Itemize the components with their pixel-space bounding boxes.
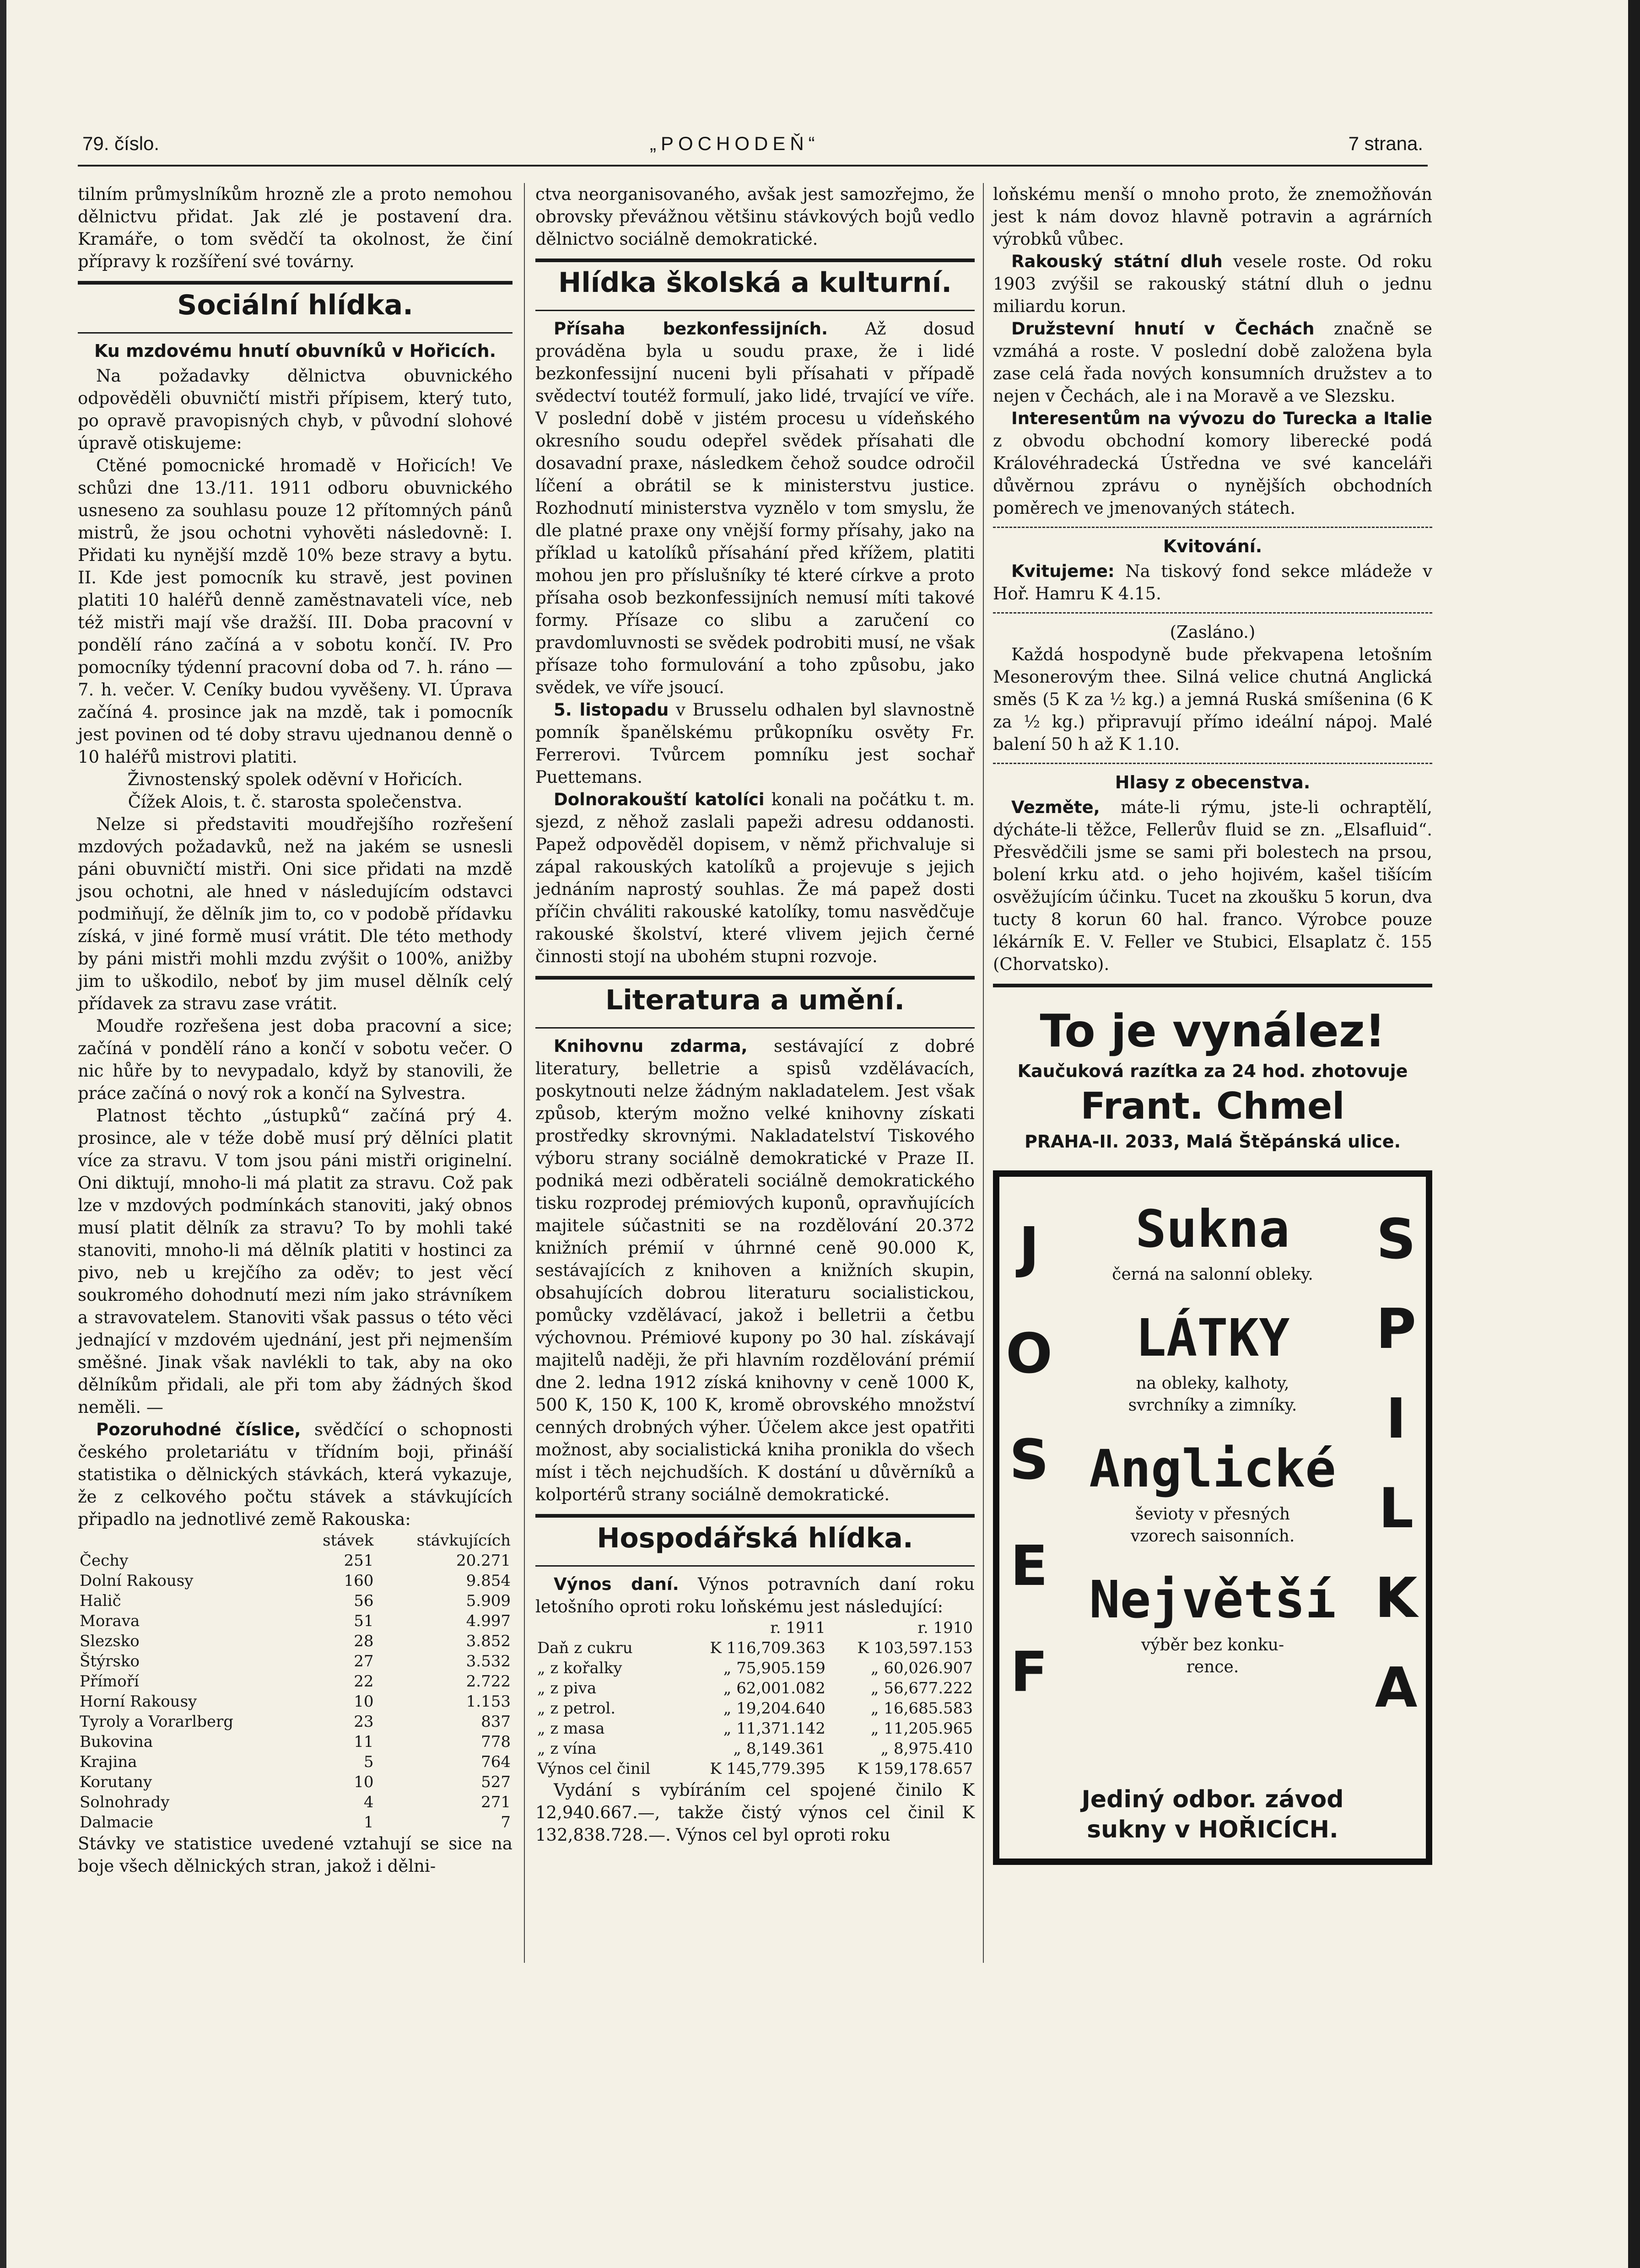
table-header: r. 1911 xyxy=(770,1619,825,1637)
paragraph: Přísaha bezkonfessijních. Až dosud prováděna byla u soudu praxe, že i lidé bezkonfessijní nuceni byli přísahati v případě svědectví toutéž formulí, jako lidé, trvající ve víře. V poslední době v jistém procesu u vídeňského okresního soudu odepřel svědek přísahati dle dosavadní praxe, následkem čehož soudce odročil líčení a obrátil se k ministerstvu justice. Rozhodnutí ministerstva vyznělo v tom smyslu, že dle platné praxe ony vnější formy přísahy, jako na příklad u katolíků přísahání před křížem, platiti mohou jen pro příslušníky té které církve a proto přísaha osob bezkonfessijních nemusí míti takové formy. Přísaze co slibu a zaručení co pravdomluvnosti se svědek podrobiti musí, ne však přísaze toho formulování a toho způsobu, jako svědek, ve víře jsoucí. xyxy=(535,319,975,697)
section-rule xyxy=(535,976,975,980)
article-subhead: Ku mzdovému hnutí obuvníků v Hořicích. xyxy=(94,341,496,361)
table-row: Daň z cukru K 116,709.363 K 103,597.153 xyxy=(537,1639,973,1657)
vertical-name-left: J O S E F xyxy=(1005,1216,1052,1704)
paragraph: Knihovnu zdarma, sestávající z dobré literatury, belletrie a spisů vzdělávacích, poskytnouti nelze žádným nakladatelem. Jest však způsob, kterým možno velké knihovny získati prostředky skrovnými. Nakladatelství Tiskového výboru strany sociálně demokratické v Praze II. podniká mezi odběrateli sociálně demokratického tisku rozprodej prémiových kuponů, opravňujících majitele súčastniti se na rozdělování 20.372 knižních prémií v úhrnné ceně 90.000 K, sestávajících z knihoven a knižních skupin, obsahujících dobrou literaturu socialistickou, pomůcky vzdělávací, jakož i belletrii a četbu výchovnou. Prémiové kupony po 30 hal. získávají majitelů naději, že při hlavním rozdělování prémií dne 2. ledna 1912 získá knihovny v ceně 1000 K, 500 K, 150 K, 100 K, kromě obrovského množství cenných drobných výher. Účelem akce jest opatřiti možnost, aby socialistická kniha pronikla do všech míst i těch nejchudších. K dostání u důvěrníků a kolportérů strany sociálně demokratické. xyxy=(535,1036,975,1504)
lead-phrase: Výnos daní. xyxy=(554,1574,679,1594)
section-rule xyxy=(535,310,975,311)
lead-phrase: Družstevní hnutí v Čechách xyxy=(1011,319,1315,339)
table-row: Horní Rakousy 10 1.153 xyxy=(80,1692,511,1711)
vertical-name-right: S P I L K A xyxy=(1375,1208,1418,1720)
advert-subtext: vzorech saisonních. xyxy=(1130,1527,1295,1546)
paragraph: Každá hospodyně bude překvapena letošním Mesonerovým thee. Silná velice chutná Anglická směs (5 K za ½ kg.) a jemná Ruská smíšenina (6 K za ½ kg.) připravují přímo ideální nápoj. Malé balení 50 h až K 1.10. xyxy=(993,645,1432,754)
table-row: Dalmacie 1 7 xyxy=(80,1813,511,1832)
paragraph: Stávky ve statistice uvedené vztahují se sice na boje všech dělnických stran, jakož i dělni- xyxy=(78,1834,512,1876)
table-row: „ z kořalky „ 75,905.159 „ 60,026.907 xyxy=(537,1659,973,1677)
advert-subtext: ševioty v přesných xyxy=(1135,1505,1290,1524)
heading-kvitovani: Kvitování. xyxy=(1163,536,1262,556)
paragraph: Vydání s vybíráním cel spojené činilo K 12,940.667.—, takže čistý výnos cel činil K 132,838.728.—. Výnos cel byl oproti roku xyxy=(535,1780,975,1845)
strike-table xyxy=(78,1530,512,1832)
column-1 xyxy=(78,183,512,1877)
advert-rubber-stamps xyxy=(993,1004,1432,1154)
advert-subtext: svrchníky a zimníky. xyxy=(1128,1396,1297,1415)
table-row: „ z piva „ 62,001.082 „ 56,677.222 xyxy=(537,1679,973,1697)
section-title-literature: Literatura a umění. xyxy=(605,984,905,1016)
table-row: „ z vína „ 8,149.361 „ 8,975.410 xyxy=(537,1740,973,1758)
section-rule xyxy=(993,984,1432,987)
section-rule xyxy=(78,332,512,334)
paragraph: Rakouský státní dluh vesele roste. Od roku 1903 zvýšil se rakouský státní dluh o jednu miliardu korun. xyxy=(993,252,1433,316)
paragraph: Dolnorakouští katolíci konali na počátku t. m. sjezd, z něhož zaslali papeži adresu oddanosti. Papež odpověděl dopisem, v němž přichvaluje si zápal rakouských katolíků a projevuje s jejich jednáním naprostý souhlas. Že má papež dosti příčin chváliti rakouské katolíky, tomu nasvědčuje rakouské školství, které vlivem jejich černé činnosti stojí na ubohém stupni rozvoje. xyxy=(535,790,975,966)
section-rule xyxy=(535,1514,975,1518)
lead-phrase: Knihovnu zdarma, xyxy=(554,1036,748,1056)
issue-number: 79. číslo. xyxy=(82,133,160,154)
paragraph: Kvitujeme: Na tiskový fond sekce mládeže v Hoř. Hamru K 4.15. xyxy=(993,561,1432,603)
divider xyxy=(993,612,1432,614)
table-row: Štýrsko 27 3.532 xyxy=(80,1652,511,1670)
lead-phrase: Interesentům na vývozu do Turecka a Italie xyxy=(1011,409,1432,428)
table-row: Bukovina 11 778 xyxy=(80,1733,511,1751)
article-continuation: loňskému menší o mnoho proto, že znemožňován jest k nám dovoz hlavně potravin a agrárních výrobků vůbec. xyxy=(993,184,1432,249)
paragraph: Interesentům na vývozu do Turecka a Italie z obvodu obchodní komory liberecké podá Královéhradecká Ústředna ve své kanceláři důvěrnou zprávu o nynějších obchodních poměrech ve jmenovaných státech. xyxy=(993,409,1432,518)
tax-table xyxy=(535,1618,975,1779)
column-separator xyxy=(524,183,525,1963)
divider xyxy=(993,527,1432,528)
table-row: Čechy 251 20.271 xyxy=(80,1552,511,1570)
table-row: „ z petrol. „ 19,204.640 „ 16,685.583 xyxy=(537,1699,973,1718)
paragraph: Výnos daní. Výnos potravních daní roku letošního oproti roku loňskému jest následující: xyxy=(535,1574,975,1616)
paragraph: Nelze si představiti moudřejšího rozřešení mzdových požadavků, než na jakém se usnesli páni obuvničtí mistři. Oni sice přidati na mzdě jsou ochotni, ale hned v následujícím odstavci podmiňují, že dělník jim to, co v podobě přídavku získá, v jiné formě musí vrátit. Dle této methody by páni mistři mohli mzdu zvýšit o 100%, anižby jim to uškodilo, neboť by jim musel dělník celý přídavek za stravu zase vrátit. xyxy=(78,814,512,1013)
table-header: stávek xyxy=(323,1531,374,1550)
column-2 xyxy=(535,183,975,1846)
advert-middle xyxy=(1068,1195,1357,1678)
table-row: „ z masa „ 11,371.142 „ 11,205.965 xyxy=(537,1719,973,1738)
advert-word: Největší xyxy=(1089,1570,1336,1630)
advert-address: PRAHA-II. 2033, Malá Štěpánská ulice. xyxy=(1024,1131,1401,1152)
advert-footer: Jediný odbor. závod sukny v HOŘICÍCH. xyxy=(1081,1786,1344,1843)
table-row: Krajina 5 764 xyxy=(80,1753,511,1771)
lead-phrase: Rakouský státní dluh xyxy=(1011,252,1223,271)
section-title-social: Sociální hlídka. xyxy=(177,289,413,321)
advert-word: LÁTKY xyxy=(1135,1309,1290,1368)
page-number: 7 strana. xyxy=(1348,133,1423,154)
heading-hlasy: Hlasy z obecenstva. xyxy=(1115,772,1311,792)
column-separator xyxy=(983,183,984,1963)
table-header: stávkujících xyxy=(416,1531,511,1550)
paragraph: Pozoruhodné číslice, svědčící o schopnosti českého proletariátu v třídním boji, přináší statistika o dělnických stávkách, která vykazuje, že z celkového počtu stávek a stávkujících připadlo na jednotlivé země Rakouska: xyxy=(78,1420,512,1529)
paragraph: Družstevní hnutí v Čechách značně se vzmáhá a roste. V poslední době založena byla zase celá řada nových konsumních družstev a to nejen v Čechách, ale i na Moravě a ve Slezsku. xyxy=(993,319,1432,406)
table-row: Výnos cel činil K 145,779.395 K 159,178.657 xyxy=(537,1760,973,1778)
advert-word: Anglické xyxy=(1089,1439,1336,1499)
advert-cloth-shop xyxy=(993,1170,1432,1865)
table-row: Morava 51 4.997 xyxy=(80,1612,511,1630)
table-row: Solnohrady 4 271 xyxy=(80,1793,511,1811)
lead-phrase: 5. listopadu xyxy=(554,700,669,720)
section-rule xyxy=(78,281,512,285)
article-continuation: tilním průmyslníkům hrozně zle a proto nemohou dělnictvu přidat. Jak zlé je postavení dra. Kramáře, o tom svědčí ta okolnost, že činí přípravy k rozšíření své továrny. xyxy=(78,184,512,271)
scan-right-edge xyxy=(1628,0,1640,2268)
heading-zaslano: (Zasláno.) xyxy=(1170,622,1256,642)
advert-text: Kaučuková razítka za 24 hod. zhotovuje xyxy=(1017,1061,1408,1081)
paragraph: Vezměte, máte-li rýmu, jste-li ochraptělí, dýcháte-li těžce, Fellerův fluid se zn. „Elsafluid“. Přesvědčili jsme se sami při bolestech na prsou, bolení krku atd. o jeho hojivém, kašel tišícím osvěžujícím účinku. Tucet na zkoušku 5 korun, dva tucty 8 korun 60 hal. franco. Výrobce pouze lékárník E. V. Feller ve Stubici, Elsaplatz č. 155 (Chorvatsko). xyxy=(993,797,1432,974)
section-rule xyxy=(535,1027,975,1029)
paragraph: 5. listopadu v Brusselu odhalen byl slavnostně pomník španělskému průkopníku osvěty Fr. Ferrerovi. Tvůrcem pomníku jest sochař Puettemans. xyxy=(535,700,975,787)
table-row: Přímoří 22 2.722 xyxy=(80,1672,511,1691)
section-rule xyxy=(535,259,975,262)
table-row: Slezsko 28 3.852 xyxy=(80,1632,511,1650)
advert-headline: To je vynález! xyxy=(1040,1005,1386,1057)
signature: Živnostenský spolek oděvní v Hořicích. xyxy=(127,770,463,789)
lead-phrase: Vezměte, xyxy=(1011,797,1100,817)
advert-subtext: na obleky, kalhoty, xyxy=(1136,1374,1289,1393)
table-row: Halič 56 5.909 xyxy=(80,1592,511,1610)
table-header: r. 1910 xyxy=(917,1619,973,1637)
table-row: Tyroly a Vorarlberg 23 837 xyxy=(80,1713,511,1731)
section-title-economy: Hospodářská hlídka. xyxy=(597,1522,913,1554)
section-rule xyxy=(535,1565,975,1567)
column-3 xyxy=(993,183,1432,1865)
scan-left-edge xyxy=(0,0,6,2268)
advert-word: Sukna xyxy=(1135,1200,1290,1259)
lead-phrase: Přísaha bezkonfessijních. xyxy=(554,319,828,339)
page-header xyxy=(82,133,1423,162)
table-row: Dolní Rakousy 160 9.854 xyxy=(80,1572,511,1590)
header-rule xyxy=(78,165,1428,167)
paragraph: Moudře rozřešena jest doba pracovní a sice; začíná v pondělí ráno a končí v sobotu večer. O nic hůře by to nevypadalo, když by stanovili, že práce začíná o nový rok a končí na Sylvestra. xyxy=(78,1016,512,1103)
divider xyxy=(993,763,1432,764)
lead-phrase: Dolnorakouští katolíci xyxy=(554,790,765,809)
table-row: Korutany 10 527 xyxy=(80,1773,511,1791)
advert-name: Frant. Chmel xyxy=(1080,1085,1345,1127)
advert-subtext: černá na salonní obleky. xyxy=(1112,1265,1313,1284)
paragraph: Na požadavky dělnictva obuvnického odpověděli obuvničtí mistři přípisem, který tuto, po opravě pravopisných chyb, v původní slohové úpravě otiskujeme: xyxy=(78,366,512,453)
signature: Čížek Alois, t. č. starosta společenstva. xyxy=(128,792,463,812)
advert-subtext: rence. xyxy=(1186,1658,1239,1676)
advert-subtext: výběr bez konku- xyxy=(1141,1636,1284,1654)
section-title-school: Hlídka školská a kulturní. xyxy=(558,267,952,299)
lead-phrase: Pozoruhodné číslice, xyxy=(96,1420,301,1439)
newspaper-title: „POCHODEŇ“ xyxy=(650,133,820,154)
paragraph: Ctěné pomocnické hromadě v Hořicích! Ve schůzi dne 13./11. 1911 odboru obuvnického usneseno za souhlasu pouze 12 přítomných pánů mistrů, že jsou ochotni vyhověti následovně: I. Přidati ku nynější mzdě 10% beze stravy a bytu. II. Kde jest pomocník ku stravě, jest povinen platiti 10 haléřů denně zaměstnavateli více, neb též mistři mají vše dražší. III. Doba pracovní v pondělí ráno začíná a v sobotu končí. IV. Pro pomocníky týdenní pracovní doba od 7. h. ráno — 7. h. večer. V. Ceníky budou vyvěšeny. VI. Úprava začíná 4. prosince jak na mzdě, tak i pomocník jest povinen od té doby stravu ujednanou denně o 10 haléřů mistrovi platiti. xyxy=(78,456,512,767)
paragraph: Platnost těchto „ústupků“ začíná prý 4. prosince, ale v téže době musí prý dělníci platit více za stravu. V tom jsou páni mistři originelní. Oni diktují, mnoho-li má platit za stravu. Což pak lze v mzdových podmínkách stanoviti, jaký obnos musí platit dělník za stravu? To by mohli také stanoviti, mnoho-li má dělník platiti v hostinci za pivo, neb u krejčího za oděv; to jest věcí soukromého dohodnutí mezi ním jako strávníkem a stravovatelem. Stanoviti však passus o této věci jednající v mzdovém ujednání, jest při nejmenším směšné. Jinak však navlékli to tak, aby na oko dělníkům přidali, ale při tom aby žádných škod neměli. — xyxy=(78,1106,512,1417)
lead-phrase: Kvitujeme: xyxy=(1011,561,1115,581)
article-continuation: ctva neorganisovaného, avšak jest samozřejmo, že obrovsky převážnou většinu stávkových bojů vedlo dělnictvo sociálně demokratické. xyxy=(535,184,975,249)
